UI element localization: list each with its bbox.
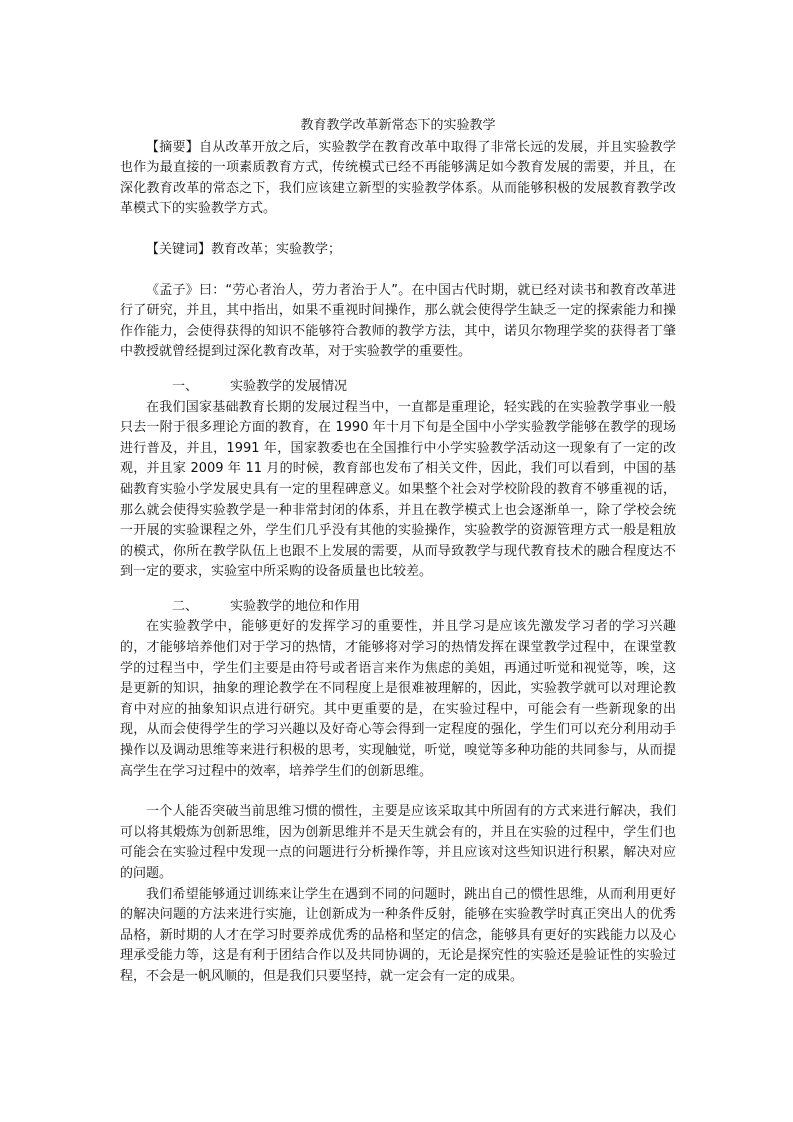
spacer <box>120 220 676 240</box>
abstract-paragraph: 【摘要】自从改革开放之后，实验教学在教育改革中取得了非常长远的发展，并且实验教学也作为最直接的一项素质教育方式，传统模式已经不再能够满足如今教育发展的需要，并且，在深化教育改革的常态之下，我们应该建立新型的实验教学体系。从而能够积极的发展教育教学改革模式下的实验教学方式。 <box>120 139 676 217</box>
keywords-line: 【关键词】教育改革；实验教学； <box>146 241 342 257</box>
section-1-title: 实验教学的发展情况 <box>230 378 348 394</box>
section-2-title: 实验教学的地位和作用 <box>230 598 361 614</box>
paragraph-3: 一个人能否突破当前思维习惯的惯性，主要是应该采取其中所固有的方式来进行解决，我们可以将其煅炼为创新思维，因为创新思维并不是天生就会有的，并且在实验的过程中，学生们也可能会在实验过程中发现一点的问题进行分析操作等，并且应该对这些知识进行积累，解决对应的问题。 <box>120 804 676 881</box>
spacer <box>120 782 676 802</box>
document-title: 教育教学改革新常态下的实验教学 <box>300 118 496 133</box>
section-2-heading <box>120 597 676 618</box>
paragraph-4: 我们希望能够通过训练来让学生在遇到不同的问题时，跳出自己的惯性思维，从而利用更好的解决问题的方法来进行实施，让创新成为一种条件反射，能够在实验教学时真正突出人的优秀品格，新时期的人才在学习时要养成优秀的品格和坚定的信念，能够具有更好的实践能力以及心理承受能力等，这是有利于团结合作以及共同协调的，无论是探究性的实验还是验证性的实验过程，不会是一帆风顺的，但是我们只要坚持，就一定会有一定的成果。 <box>120 886 676 984</box>
intro-paragraph: 《孟子》曰：“劳心者治人，劳力者治于人”。在中国古代时期，就已经对读书和教育改革进行了研究，并且，其中指出，如果不重视时间操作，那么就会使得学生缺乏一定的探索能力和操作作能力，会使得获得的知识不能够符合教师的教学方法，其中，诺贝尔物理学奖的获得者丁肇中教授就曾经提到过深化教育改革，对于实验教学的重要性。 <box>120 282 676 360</box>
section-1-body: 在我们国家基础教育长期的发展过程当中，一直都是重理论，轻实践的在实验教学事业一般只去一附于很多理论方面的教育，在 1990 年十月下旬是全国中小学实验教学能够在教学的现场进行普及，并且，1991 年，国家教委也在全国推行中小学实验教学活动这一现象有了一定的改观，并且家 2009 年 11 月的时候，教育部也发布了相关文件，因此，我们可以看到，中国的基础教育实验小学发展史具有一定的里程碑意义。如果整个社会对学校阶段的教育不够重视的话，那么就会使得实验教学是一种非常封闭的体系，并且在教学模式上也会逐渐单一，除了学校会统一开展的实验课程之外，学生们几乎没有其他的实验操作，实验教学的资源管理方式一般是粗放的模式，你所在教学队伍上也跟不上发展的需要，从而导致教学与现代教育技术的融合程度达不到一定的要求，实验室中所采购的设备质量也比较差。 <box>120 399 676 580</box>
section-2-number: 二、 <box>172 598 199 614</box>
spacer <box>120 583 676 597</box>
document-page <box>120 116 676 988</box>
spacer <box>120 261 676 281</box>
section-1-heading <box>120 377 676 398</box>
section-1-number: 一、 <box>172 378 199 394</box>
section-2-body: 在实验教学中，能够更好的发挥学习的重要性，并且学习是应该先激发学习者的学习兴趣的，才能够培养他们对于学习的热情，才能够将对学习的热情发挥在课堂教学过程中，在课堂教学的过程当中，学生们主要是由符号或者语言来作为焦虑的美姐，再通过听觉和视觉等，唉，这是更新的知识，抽象的理论教学在不同程度上是很难被理解的，因此，实验教学就可以对理论教育中对应的抽象知识点进行研究。其中更重要的是，在实验过程中，可能会有一些新现象的出现，从而会使得学生的学习兴趣以及好奇心等会得到一定程度的强化，学生们可以充分利用动手操作以及调动思维等来进行积极的思考，实现触觉，听觉，嗅觉等多种功能的共同参与，从而提高学生在学习过程中的效率，培养学生们的创新思维。 <box>120 619 676 779</box>
spacer <box>120 363 676 377</box>
